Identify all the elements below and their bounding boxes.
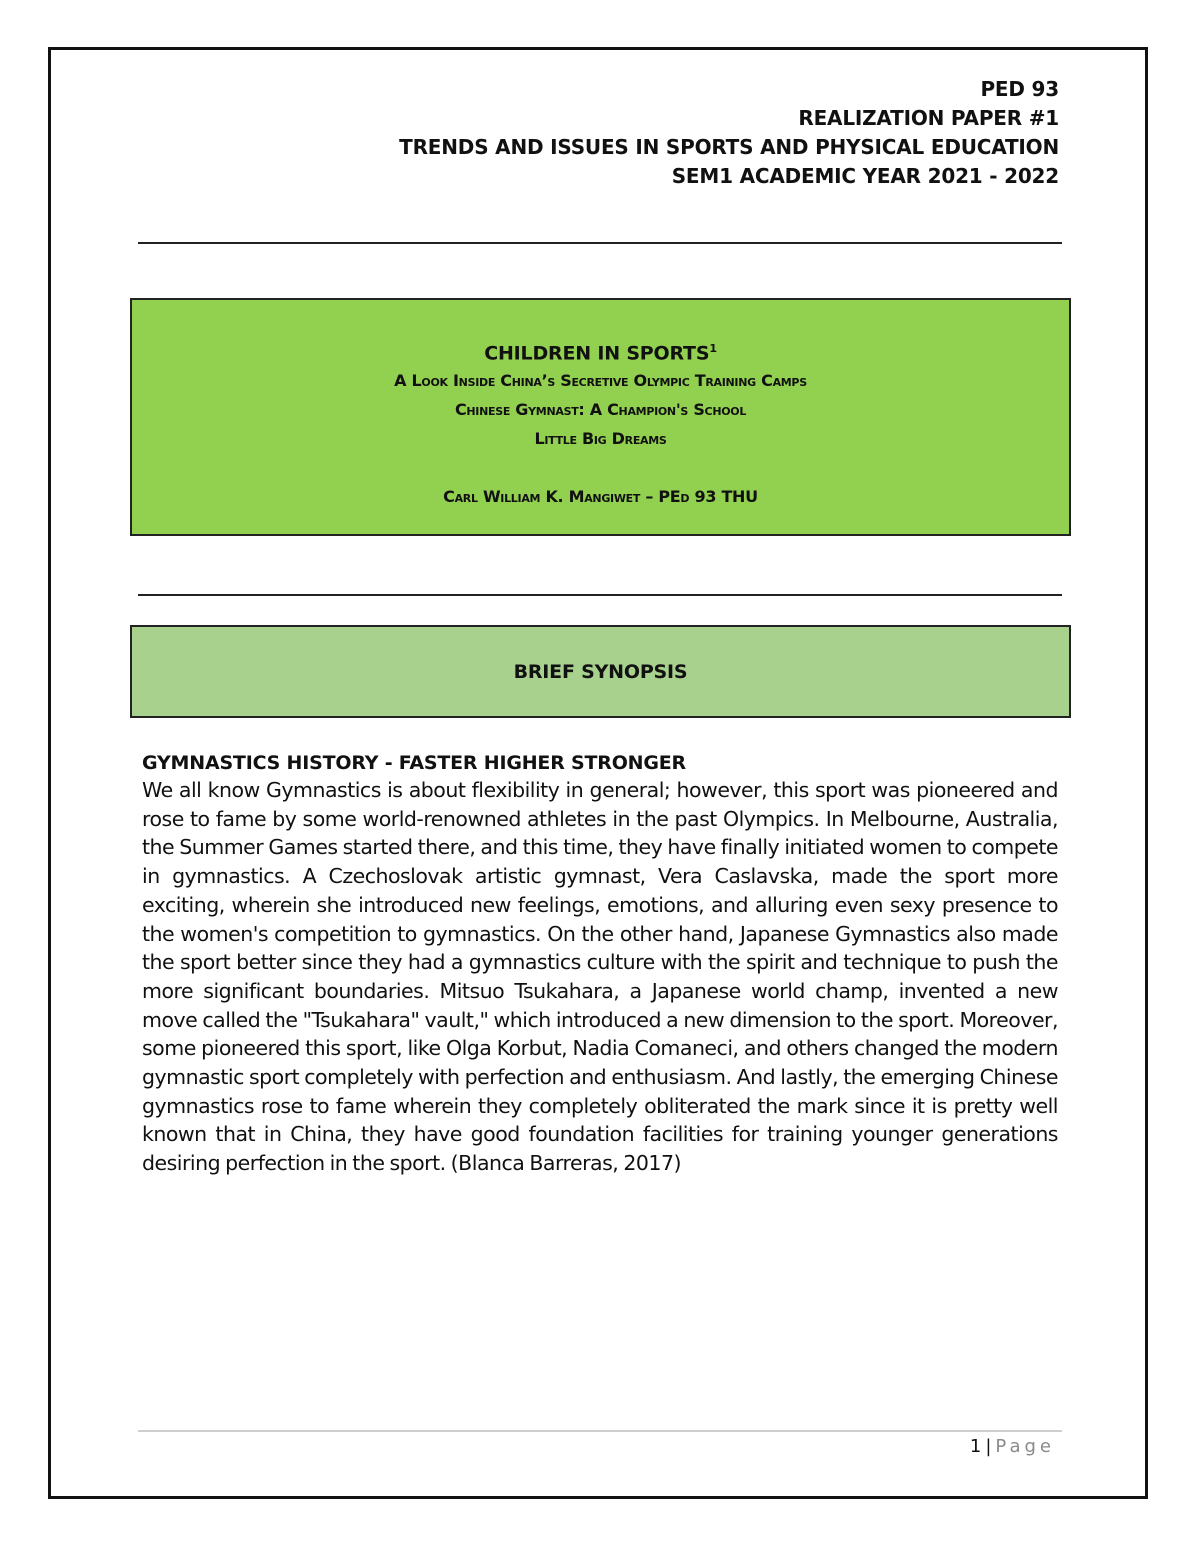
section-body: We all know Gymnastics is about flexibility in general; however, this sport was pioneered and rose to fame by some world-renowned athletes in the past Olympics. In Melbourne, Australia, the Summer Games started there, and this time, they have finally initiated women to compete in gymnastics. A Czechoslovak artistic gymnast, Vera Caslavska, made the sport more exciting, wherein she introduced new feelings, emotions, and alluring even sexy presence to the women's competition to gymnastics. On the other hand, Japanese Gymnastics also made the sport better since they had a gymnastics culture with the spirit and technique to push the more significant boundaries. Mitsuo Tsukahara, a Japanese world champ, invented a new move called the "Tsukahara" vault," which introduced a new dimension to the sport. Moreover, some pioneered this sport, like Olga Korbut, Nadia Comaneci, and others changed the modern gymnastic sport completely with perfection and enthusiasm. And lastly, the emerging Chinese gymnastics rose to fame wherein they completely obliterated the mark since it is pretty well known that in China, they have good foundation facilities for training younger generations desiring perfection in the sport. (Blanca Barreras, 2017) [142,778,1058,1176]
main-title [132,336,1069,366]
section-heading: GYMNASTICS HISTORY - FASTER HIGHER STRONGER [142,752,686,774]
subject-title: TRENDS AND ISSUES IN SPORTS AND PHYSICAL EDUCATION [399,135,1059,159]
title-divider [138,594,1062,596]
footer-divider [138,1430,1062,1432]
footnote-mark: 1 [709,342,717,355]
film-title-1: A Look Inside China’s Secretive Olympic Training Camps [394,371,807,391]
synopsis-banner [130,625,1071,718]
title-box [130,298,1071,536]
page-number: 1 [969,1436,982,1457]
author-line: Carl William K. Mangiwet – PEd 93 THU [443,487,758,507]
main-title-text: CHILDREN IN SPORTS [484,342,710,365]
header-divider [138,242,1062,244]
academic-term: SEM1 ACADEMIC YEAR 2021 - 2022 [671,164,1059,188]
document-header [399,75,1059,191]
paper-title: REALIZATION PAPER #1 [798,106,1059,130]
page-separator: | [985,1436,992,1457]
page-label: Page [995,1436,1055,1457]
film-title-2: Chinese Gymnast: A Champion's School [454,400,747,420]
synopsis-label: BRIEF SYNOPSIS [513,660,688,683]
film-title-3: Little Big Dreams [534,429,667,449]
page-footer [970,1434,1055,1460]
course-code: PED 93 [980,77,1059,101]
